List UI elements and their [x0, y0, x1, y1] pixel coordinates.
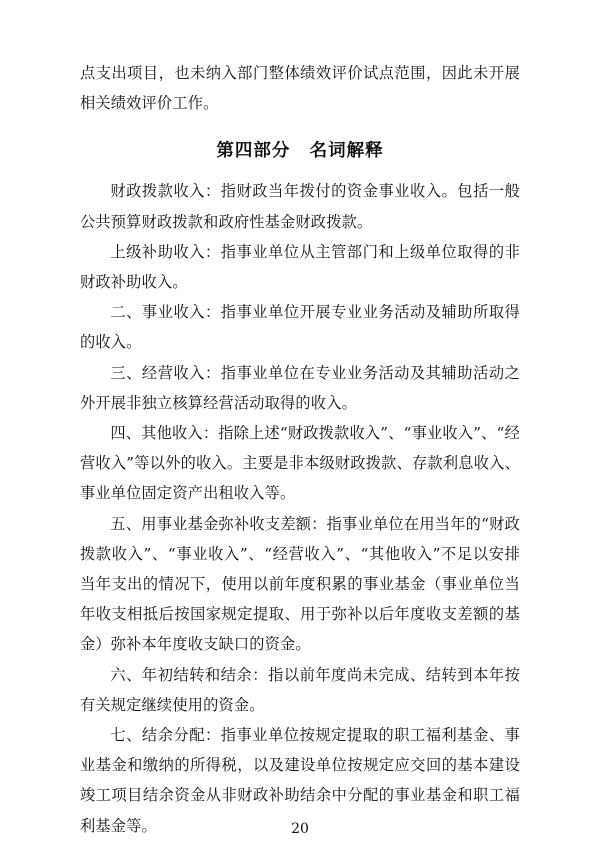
section-heading-part: 第四部分	[216, 141, 291, 162]
section-heading-title: 名词解释	[309, 141, 384, 162]
paragraph-8: 七、结余分配：指事业单位按规定提取的职工福利基金、事业基金和缴纳的所得税，以及建设单位按规定应交回的基本建设竣工项目结余资金从非财政补助结余中分配的事业基金和职工福利基金等。	[80, 726, 520, 835]
paragraph-4: 三、经营收入：指事业单位在专业业务活动及其辅助活动之外开展非独立核算经营活动取得的收入。	[80, 363, 520, 412]
paragraph-2: 上级补助收入：指事业单位从主管部门和上级单位取得的非财政补助收入。	[80, 242, 520, 292]
paragraph-5: 四、其他收入：指除上述“财政拨款收入”、“事业收入”、“经营收入”等以外的收入。主要是非本级财政拨款、存款利息收入、事业单位固定资产出租收入等。	[80, 424, 520, 503]
paragraph-1: 财政拨款收入：指财政当年拨付的资金事业收入。包括一般公共预算财政拨款和政府性基金财政拨款。	[80, 182, 520, 231]
page-number: 20	[291, 821, 309, 837]
section-heading	[80, 136, 520, 166]
paragraph-7: 六、年初结转和结余：指以前年度尚未完成、结转到本年按有关规定继续使用的资金。	[80, 665, 520, 714]
paragraph-3: 二、事业收入：指事业单位开展专业业务活动及辅助所取得的收入。	[80, 303, 520, 352]
spacer	[80, 118, 520, 122]
paragraph-6: 五、用事业基金弥补收支差额：指事业单位在用当年的“财政拨款收入”、“事业收入”、“经营收入”、“其他收入”不足以安排当年支出的情况下，使用以前年度积累的事业基金（事业单位当年收支相抵后按国家规定提取、用于弥补以后年度收支差额的基金）弥补本年度收支缺口的资金。	[80, 514, 520, 654]
continued-paragraph: 点支出项目，也未纳入部门整体绩效评价试点范围，因此未开展相关绩效评价工作。	[80, 64, 520, 113]
